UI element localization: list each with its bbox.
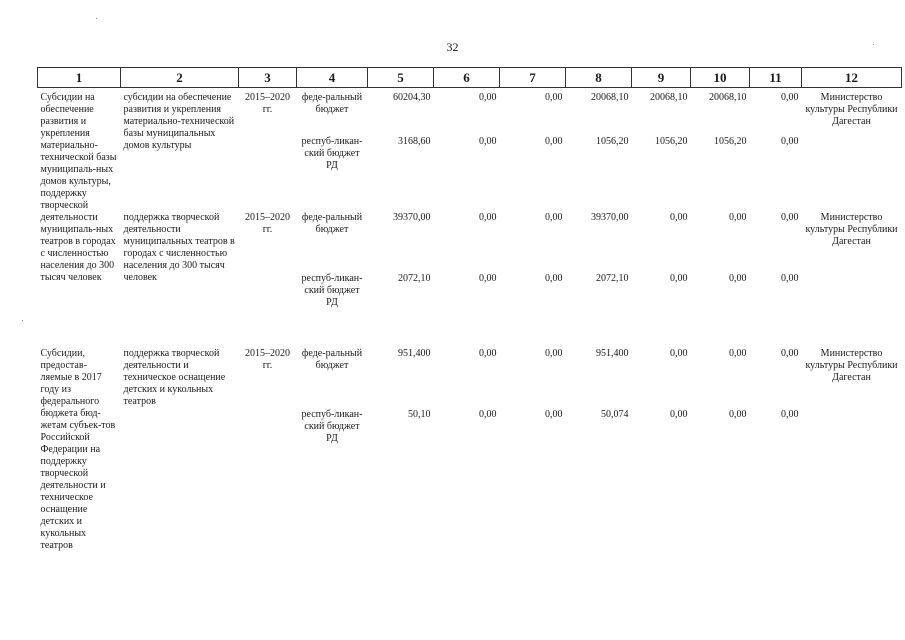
value-cell: 20068,10 (650, 92, 688, 103)
header-col-7: 7 (500, 68, 566, 88)
value-cell: 0,00 (781, 347, 799, 359)
budget-source-cell: респуб-ликан-ский бюджет РД (301, 408, 363, 444)
program-name-cell: Субсидии, предостав-ляемые в 2017 году из федерального бюджета бюд-жетам субъек-тов Российской Федерации на поддержку творческой деятельности и техническое оснащение детских и кукольных театров (40, 347, 116, 551)
value-cell: 0,00 (670, 347, 688, 359)
period-cell: 2015–2020 гг. (245, 211, 290, 235)
scan-speck (96, 18, 97, 19)
value-cell: 60204,30 (393, 92, 431, 103)
value-cell: 0,00 (545, 135, 563, 147)
value-cell: 2072,10 (596, 272, 629, 284)
value-cell: 1056,20 (714, 135, 747, 147)
value-cell: 951,400 (398, 347, 431, 359)
budget-source-cell: феде-ральный бюджет (301, 211, 363, 235)
value-cell: 0,00 (479, 272, 497, 284)
value-cell: 0,00 (479, 347, 497, 359)
executor-cell: Министерство культуры Республики Дагестан (805, 211, 898, 247)
header-col-3: 3 (239, 68, 297, 88)
executor-cell: Министерство культуры Республики Дагестан (805, 92, 898, 127)
header-col-9: 9 (632, 68, 691, 88)
budget-table (37, 67, 902, 559)
header-col-12: 12 (802, 68, 902, 88)
value-cell: 0,00 (479, 135, 497, 147)
value-cell: 0,00 (729, 408, 747, 420)
value-cell: 39370,00 (393, 211, 431, 223)
value-cell: 0,00 (479, 92, 497, 103)
budget-source-cell: респуб-ликан-ский бюджет РД (301, 272, 363, 308)
measure-cell: поддержка творческой деятельности муниципальных театров в городах с численностью населения до 300 тысяч человек (123, 211, 235, 283)
value-cell: 951,400 (596, 347, 629, 359)
header-row (38, 68, 902, 88)
header-col-6: 6 (434, 68, 500, 88)
value-cell: 0,00 (479, 211, 497, 223)
header-col-11: 11 (750, 68, 802, 88)
value-cell: 0,00 (545, 408, 563, 420)
value-cell: 0,00 (781, 272, 799, 284)
value-cell: 39370,00 (591, 211, 629, 223)
budget-source-cell: феде-ральный бюджет (301, 92, 363, 115)
period-cell: 2015–2020 гг. (245, 92, 290, 115)
value-cell: 0,00 (545, 92, 563, 103)
value-cell: 0,00 (781, 135, 799, 147)
value-cell: 0,00 (781, 211, 799, 223)
value-cell: 0,00 (670, 211, 688, 223)
scan-speck (22, 320, 23, 321)
value-cell: 0,00 (545, 347, 563, 359)
value-cell: 0,00 (729, 347, 747, 359)
value-cell: 1056,20 (655, 135, 688, 147)
measure-cell: субсидии на обеспечение развития и укрепления материально-технической базы муниципальных домов культуры (123, 92, 235, 151)
header-col-10: 10 (691, 68, 750, 88)
value-cell: 1056,20 (596, 135, 629, 147)
value-cell: 0,00 (479, 408, 497, 420)
value-cell: 2072,10 (398, 272, 431, 284)
program-name-cell: Субсидии на обеспечение развития и укрепления материально-технической базы муниципаль-ных домов культуры, поддержку творческой деятельности муниципаль-ных театров в городах с численностью населения до 300 тысяч человек (40, 92, 117, 283)
value-cell: 0,00 (729, 211, 747, 223)
value-cell: 0,00 (781, 408, 799, 420)
measure-cell: поддержка творческой деятельности и техническое оснащение детских и кукольных театров (123, 347, 226, 407)
value-cell: 20068,10 (709, 92, 747, 103)
header-col-8: 8 (566, 68, 632, 88)
header-col-5: 5 (368, 68, 434, 88)
page-number: 32 (446, 40, 459, 54)
value-cell: 0,00 (670, 272, 688, 284)
value-cell: 0,00 (545, 211, 563, 223)
executor-cell: Министерство культуры Республики Дагестан (805, 347, 898, 383)
scan-speck (873, 44, 874, 45)
value-cell: 0,00 (781, 92, 799, 103)
table-row (38, 348, 902, 409)
budget-source-cell: феде-ральный бюджет (301, 347, 363, 371)
header-col-2: 2 (121, 68, 239, 88)
value-cell: 0,00 (545, 272, 563, 284)
period-cell: 2015–2020 гг. (245, 347, 290, 371)
value-cell: 50,074 (601, 408, 629, 420)
header-col-1: 1 (38, 68, 121, 88)
value-cell: 20068,10 (591, 92, 629, 103)
value-cell: 0,00 (670, 408, 688, 420)
value-cell: 3168,60 (398, 135, 431, 147)
header-col-4: 4 (297, 68, 368, 88)
budget-source-cell: респуб-ликан-ский бюджет РД (301, 135, 363, 171)
value-cell: 50,10 (408, 408, 431, 420)
table-row (38, 212, 902, 273)
table-row (38, 88, 902, 136)
value-cell: 0,00 (729, 272, 747, 284)
